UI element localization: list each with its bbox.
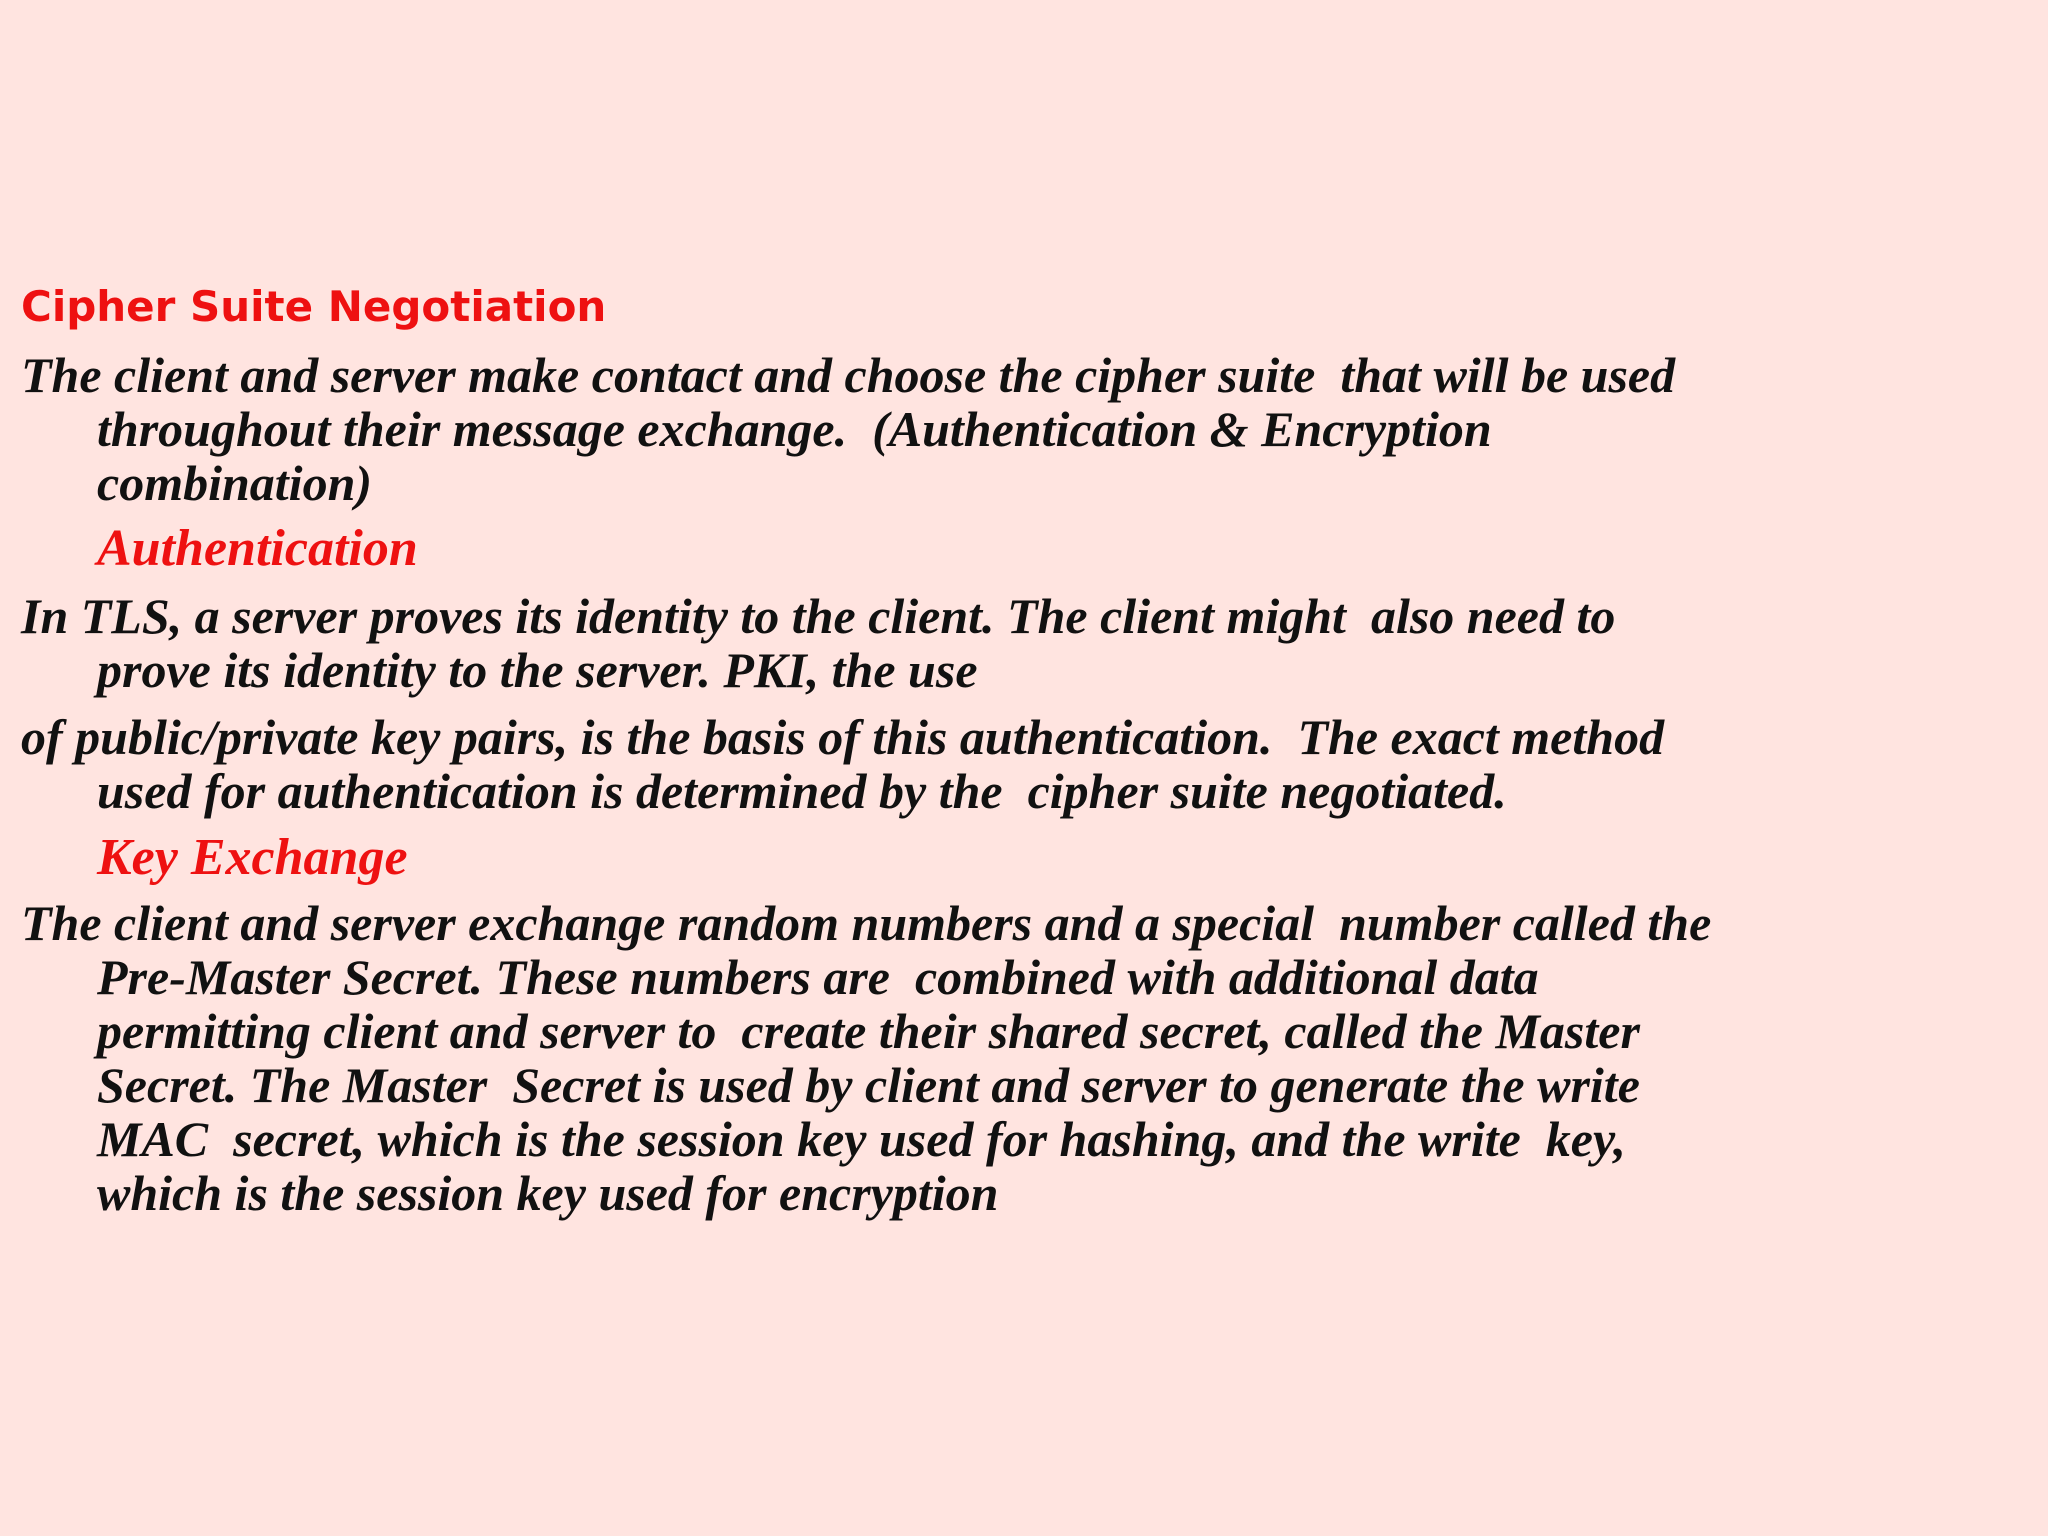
text-line: prove its identity to the server. PKI, the use [97, 642, 978, 698]
paragraph-pki [21, 710, 2021, 818]
text-line: The client and server make contact and choose the cipher suite that will be used [21, 347, 1676, 403]
slide-title: Cipher Suite Negotiation [21, 282, 607, 331]
text-line: throughout their message exchange. (Authentication & Encryption [97, 401, 1492, 457]
text-line: MAC secret, which is the session key used for hashing, and the write key, [97, 1111, 1626, 1167]
paragraph-key-exchange [21, 896, 2021, 1220]
paragraph-cipher-suite [21, 348, 2021, 510]
paragraph-authentication [21, 589, 2021, 697]
text-line: combination) [97, 455, 373, 511]
text-line: which is the session key used for encryption [97, 1165, 999, 1221]
text-line: In TLS, a server proves its identity to the client. The client might also need to [21, 588, 1616, 644]
subheading-authentication: Authentication [97, 520, 418, 577]
text-line: The client and server exchange random numbers and a special number called the [21, 895, 1712, 951]
subheading-key-exchange: Key Exchange [97, 829, 408, 886]
text-line: used for authentication is determined by the cipher suite negotiated. [97, 763, 1507, 819]
text-line: Pre-Master Secret. These numbers are combined with additional data [97, 949, 1539, 1005]
text-line: of public/private key pairs, is the basis of this authentication. The exact method [21, 709, 1665, 765]
text-line: Secret. The Master Secret is used by client and server to generate the write [97, 1057, 1640, 1113]
text-line: permitting client and server to create their shared secret, called the Master [97, 1003, 1640, 1059]
